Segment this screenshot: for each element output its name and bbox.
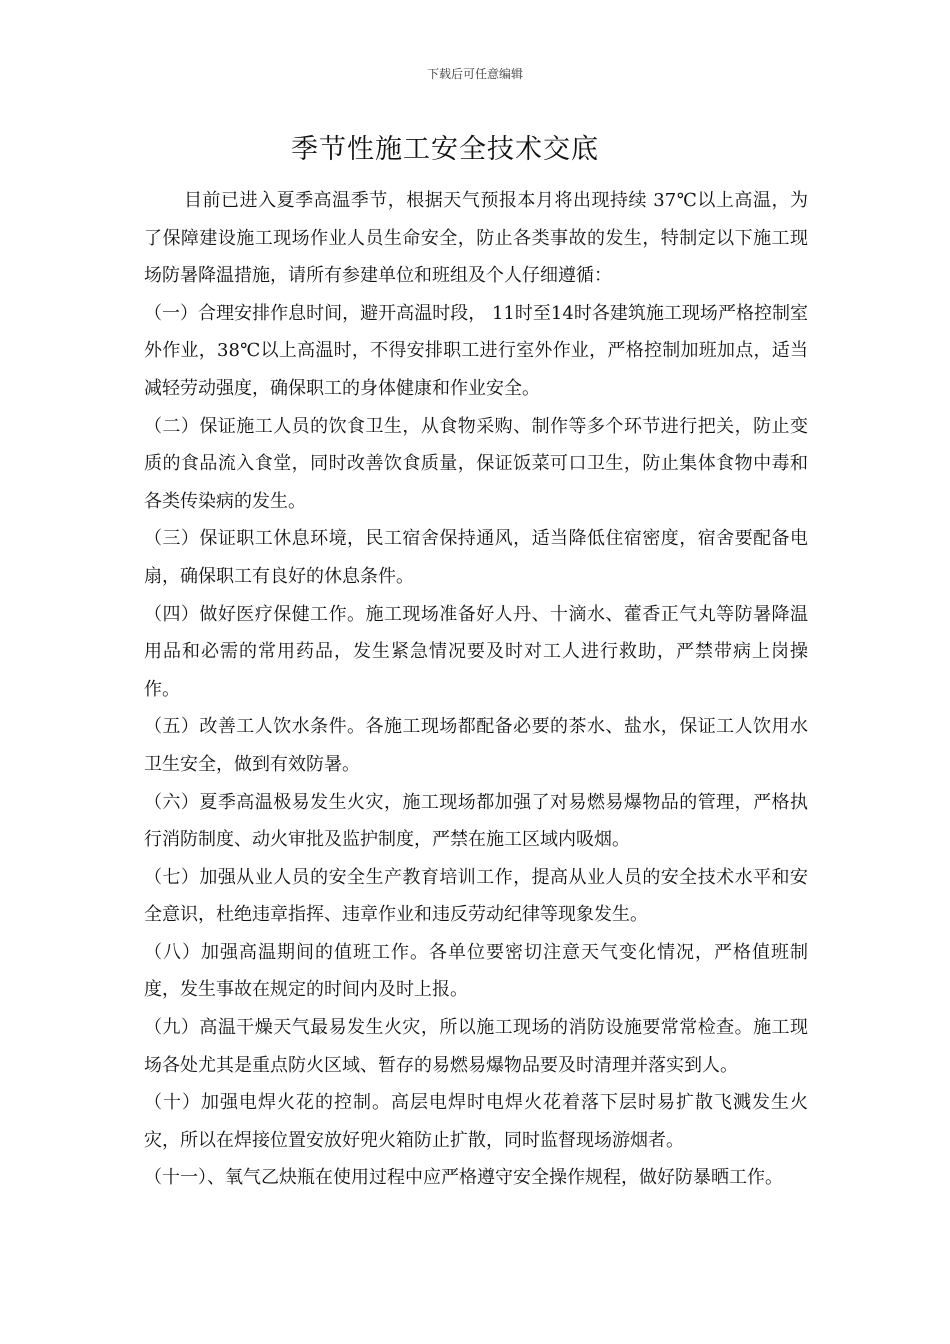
measure-item-7: （七）加强从业人员的安全生产教育培训工作，提高从业人员的安全技术水平和安全意识，杜绝违章指挥、违章作业和违反劳动纪律等现象发生。 <box>144 866 808 926</box>
measure-item-11: （十一）、氧气乙炔瓶在使用过程中应严格遵守安全操作规程，做好防暴晒工作。 <box>144 1167 783 1189</box>
measure-item-8: （八）加强高温期间的值班工作。各单位要密切注意天气变化情况，严格值班制度，发生事故在规定的时间内及时上报。 <box>144 941 808 1001</box>
measure-item-2: （二）保证施工人员的饮食卫生，从食物采购、制作等多个环节进行把关，防止变质的食品流入食堂，同时改善饮食质量，保证饭菜可口卫生，防止集体食物中毒和各类传染病的发生。 <box>144 415 808 512</box>
measure-item-5: （五）改善工人饮水条件。各施工现场都配备必要的茶水、盐水，保证工人饮用水卫生安全，做到有效防暑。 <box>144 716 808 775</box>
intro-paragraph: 目前已进入夏季高温季节，根据天气预报本月将出现持续 37℃以上高温，为了保障建设施工现场作业人员生命安全，防止各类事故的发生，特制定以下施工现场防暑降温措施，请所有参建单位和班组及个人仔细遵循： <box>144 190 808 287</box>
measure-item-4: （四）做好医疗保健工作。施工现场准备好人丹、十滴水、藿香正气丸等防暑降温用品和必需的常用药品，发生紧急情况要及时对工人进行救助，严禁带病上岗操作。 <box>144 603 808 700</box>
document-body <box>144 182 808 1197</box>
header-note: 下载后可任意编辑 <box>426 67 523 81</box>
measure-item-6: （六）夏季高温极易发生火灾，施工现场都加强了对易燃易爆物品的管理，严格执行消防制度、动火审批及监护制度，严禁在施工区域内吸烟。 <box>144 791 808 851</box>
measure-item-1: （一）合理安排作息时间，避开高温时段， 11时至14时各建筑施工现场严格控制室外作业，38℃以上高温时，不得安排职工进行室外作业，严格控制加班加点，适当减轻劳动强度，确保职工的身体健康和作业安全。 <box>144 302 808 399</box>
measure-item-10: （十）加强电焊火花的控制。高层电焊时电焊火花着落下层时易扩散飞溅发生火灾，所以在焊接位置安放好兜火箱防止扩散，同时监督现场游烟者。 <box>144 1092 808 1151</box>
measure-item-3: （三）保证职工休息环境，民工宿舍保持通风，适当降低住宿密度，宿舍要配备电扇，确保职工有良好的休息条件。 <box>144 528 808 587</box>
document-title: 季节性施工安全技术交底 <box>291 134 599 165</box>
measure-item-9: （九）高温干燥天气最易发生火灾，所以施工现场的消防设施要常常检查。施工现场各处尤其是重点防火区域、暂存的易燃易爆物品要及时清理并落实到人。 <box>144 1017 808 1076</box>
